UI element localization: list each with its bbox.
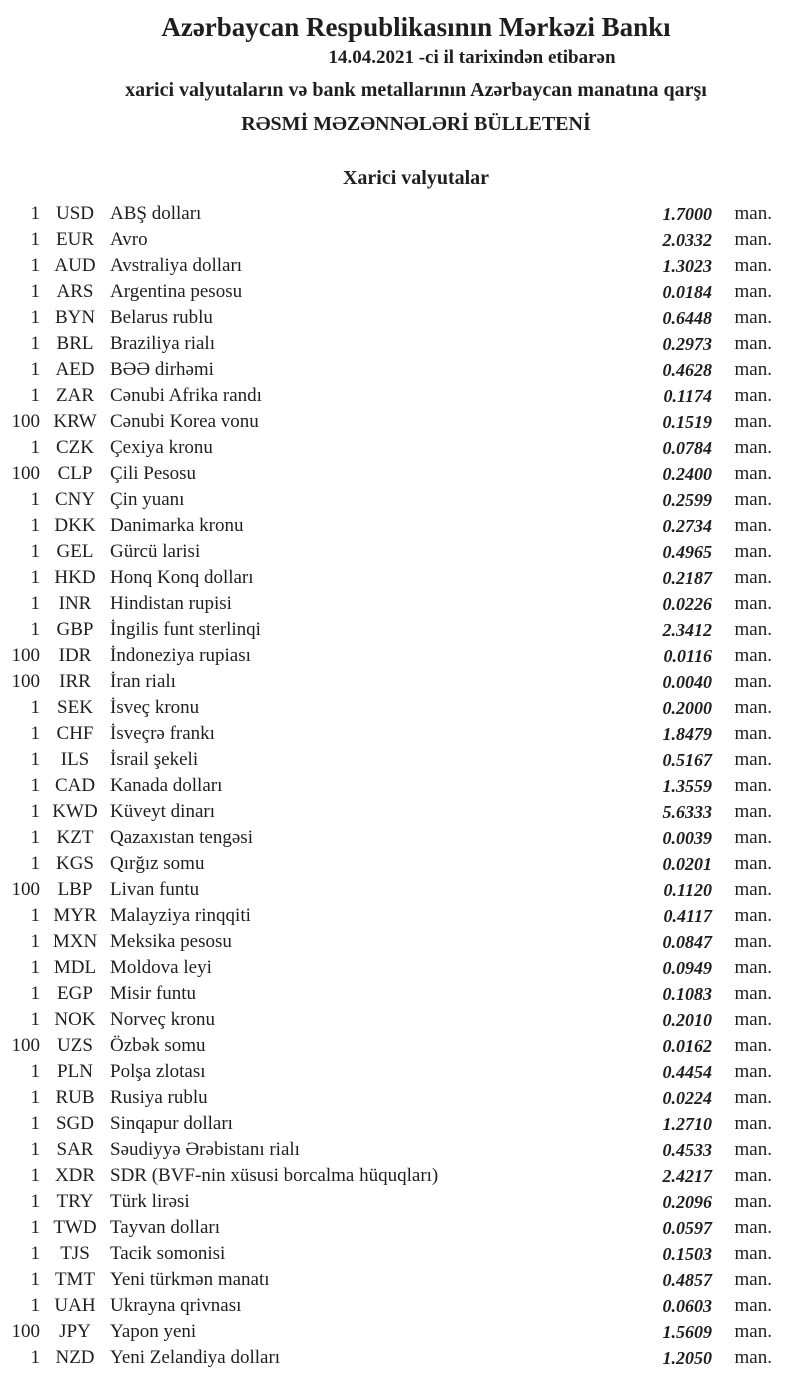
currency-code: ZAR bbox=[56, 385, 94, 406]
rate-value: 0.0201 bbox=[662, 854, 712, 874]
rate-unit-label: man. bbox=[734, 437, 772, 458]
currency-name: Çili Pesosu bbox=[110, 463, 197, 484]
rate-quantity: 100 bbox=[11, 1035, 40, 1056]
rate-quantity: 1 bbox=[30, 567, 40, 588]
rate-quantity: 1 bbox=[30, 1009, 40, 1030]
rate-value: 0.1519 bbox=[662, 412, 712, 432]
currency-name: Misir funtu bbox=[110, 983, 197, 1004]
rate-quantity: 1 bbox=[30, 619, 40, 640]
currency-name: Kanada dolları bbox=[110, 775, 223, 796]
rate-unit-label: man. bbox=[734, 359, 772, 380]
rate-unit-label: man. bbox=[734, 1009, 772, 1030]
currency-code: NOK bbox=[54, 1009, 96, 1030]
currency-name: Honq Konq dolları bbox=[110, 567, 254, 588]
rate-unit-label: man. bbox=[734, 307, 772, 328]
rate-quantity: 1 bbox=[30, 957, 40, 978]
rate-row bbox=[0, 279, 772, 305]
rate-quantity: 1 bbox=[30, 1347, 40, 1368]
rate-row bbox=[0, 539, 772, 565]
currency-name: Ukrayna qrivnası bbox=[110, 1295, 242, 1316]
rate-unit-label: man. bbox=[734, 515, 772, 536]
rate-row bbox=[0, 435, 772, 461]
rate-unit-label: man. bbox=[734, 1217, 772, 1238]
currency-code: GBP bbox=[56, 619, 94, 640]
rate-unit-label: man. bbox=[734, 1139, 772, 1160]
rate-row bbox=[0, 929, 772, 955]
rate-row bbox=[0, 1059, 772, 1085]
rate-unit-label: man. bbox=[734, 411, 772, 432]
rate-quantity: 1 bbox=[30, 1217, 40, 1238]
currency-name: Tacik somonisi bbox=[110, 1243, 226, 1264]
currency-code: GEL bbox=[56, 541, 94, 562]
rate-unit-label: man. bbox=[734, 203, 772, 224]
currency-code: MDL bbox=[53, 957, 97, 978]
rate-row bbox=[0, 1163, 772, 1189]
rate-row bbox=[0, 1137, 772, 1163]
rate-quantity: 1 bbox=[30, 1295, 40, 1316]
rate-unit-label: man. bbox=[734, 853, 772, 874]
rate-value: 0.4454 bbox=[662, 1062, 712, 1082]
rate-unit-label: man. bbox=[734, 385, 772, 406]
rate-quantity: 100 bbox=[11, 645, 40, 666]
rate-row bbox=[0, 799, 772, 825]
currency-code: NZD bbox=[55, 1347, 95, 1368]
rate-quantity: 100 bbox=[11, 463, 40, 484]
rate-quantity: 1 bbox=[30, 359, 40, 380]
section-title-foreign-currencies: Xarici valyutalar bbox=[342, 167, 490, 189]
rate-quantity: 1 bbox=[30, 853, 40, 874]
rate-row bbox=[0, 409, 772, 435]
rate-row bbox=[0, 981, 772, 1007]
rate-row bbox=[0, 487, 772, 513]
rate-value: 0.1083 bbox=[662, 984, 712, 1004]
rate-value: 0.1120 bbox=[663, 880, 712, 900]
rate-row bbox=[0, 825, 772, 851]
currency-code: CZK bbox=[56, 437, 94, 458]
rate-row bbox=[0, 643, 772, 669]
rate-unit-label: man. bbox=[734, 1165, 772, 1186]
rate-row bbox=[0, 1111, 772, 1137]
currency-code: XDR bbox=[54, 1165, 96, 1186]
rate-value: 0.0226 bbox=[662, 594, 712, 614]
currency-name: İsveçrə frankı bbox=[110, 723, 215, 744]
currency-code: BYN bbox=[54, 307, 96, 328]
currency-name: Çin yuanı bbox=[110, 489, 185, 510]
rate-value: 0.2187 bbox=[662, 568, 712, 588]
rate-row bbox=[0, 591, 772, 617]
rate-value: 2.0332 bbox=[662, 230, 712, 250]
rate-row bbox=[0, 305, 772, 331]
rate-quantity: 1 bbox=[30, 515, 40, 536]
currency-code: TMT bbox=[54, 1269, 96, 1290]
rate-unit-label: man. bbox=[734, 879, 772, 900]
currency-name: Norveç kronu bbox=[110, 1009, 215, 1030]
rate-unit-label: man. bbox=[734, 775, 772, 796]
rate-row bbox=[0, 1215, 772, 1241]
rate-quantity: 1 bbox=[30, 1061, 40, 1082]
currency-code: AED bbox=[55, 359, 95, 380]
rate-value: 1.5609 bbox=[662, 1322, 712, 1342]
rate-unit-label: man. bbox=[734, 723, 772, 744]
rate-value: 0.4857 bbox=[662, 1270, 712, 1290]
rate-unit-label: man. bbox=[734, 281, 772, 302]
currency-name: Belarus rublu bbox=[110, 307, 213, 328]
currency-name: Avstraliya dolları bbox=[110, 255, 243, 276]
currency-code: SEK bbox=[57, 697, 93, 718]
rate-quantity: 1 bbox=[30, 385, 40, 406]
currency-code: MYR bbox=[53, 905, 97, 926]
currency-code: TRY bbox=[56, 1191, 94, 1212]
rate-row bbox=[0, 903, 772, 929]
rate-unit-label: man. bbox=[734, 619, 772, 640]
currency-name: Danimarka kronu bbox=[110, 515, 244, 536]
currency-name: İsveç kronu bbox=[110, 697, 200, 718]
rate-quantity: 1 bbox=[30, 437, 40, 458]
currency-name: Yapon yeni bbox=[110, 1321, 197, 1342]
rate-unit-label: man. bbox=[734, 255, 772, 276]
rate-value: 2.3412 bbox=[662, 620, 712, 640]
rate-value: 0.4117 bbox=[663, 906, 712, 926]
rate-row bbox=[0, 331, 772, 357]
rate-quantity: 1 bbox=[30, 593, 40, 614]
rate-unit-label: man. bbox=[734, 749, 772, 770]
currency-code: DKK bbox=[54, 515, 96, 536]
rate-unit-label: man. bbox=[734, 489, 772, 510]
currency-name: Tayvan dolları bbox=[110, 1217, 220, 1238]
rate-row bbox=[0, 773, 772, 799]
currency-name: Livan funtu bbox=[110, 879, 200, 900]
currency-name: Səudiyyə Ərəbistanı rialı bbox=[110, 1139, 300, 1160]
rate-value: 2.4217 bbox=[662, 1166, 712, 1186]
currency-code: UZS bbox=[57, 1035, 93, 1056]
currency-name: Moldova leyi bbox=[110, 957, 212, 978]
rate-row bbox=[0, 1293, 772, 1319]
rate-row bbox=[0, 1345, 772, 1371]
rate-unit-label: man. bbox=[734, 645, 772, 666]
rate-unit-label: man. bbox=[734, 1113, 772, 1134]
rate-quantity: 1 bbox=[30, 1087, 40, 1108]
rate-quantity: 1 bbox=[30, 541, 40, 562]
rates-table bbox=[0, 201, 800, 1371]
rate-value: 0.6448 bbox=[662, 308, 712, 328]
rate-quantity: 1 bbox=[30, 203, 40, 224]
currency-name: Hindistan rupisi bbox=[110, 593, 232, 614]
rate-value: 0.0040 bbox=[662, 672, 712, 692]
rate-row bbox=[0, 227, 772, 253]
currency-code: INR bbox=[58, 593, 92, 614]
currency-code: JPY bbox=[59, 1321, 91, 1342]
rate-unit-label: man. bbox=[734, 983, 772, 1004]
currency-code: RUB bbox=[55, 1087, 95, 1108]
currency-name: İsrail şekeli bbox=[110, 749, 199, 770]
rate-unit-label: man. bbox=[734, 1269, 772, 1290]
rate-row bbox=[0, 1267, 772, 1293]
rate-row bbox=[0, 669, 772, 695]
rate-row bbox=[0, 357, 772, 383]
rate-quantity: 1 bbox=[30, 905, 40, 926]
rate-row bbox=[0, 1007, 772, 1033]
rate-quantity: 1 bbox=[30, 333, 40, 354]
currency-code: CHF bbox=[56, 723, 94, 744]
currency-code: CAD bbox=[54, 775, 96, 796]
rate-unit-label: man. bbox=[734, 1347, 772, 1368]
currency-code: BRL bbox=[56, 333, 94, 354]
rate-unit-label: man. bbox=[734, 567, 772, 588]
rate-value: 0.2000 bbox=[662, 698, 712, 718]
rate-quantity: 1 bbox=[30, 489, 40, 510]
currency-code: KGS bbox=[55, 853, 94, 874]
document-header bbox=[0, 0, 800, 139]
currency-name: İngilis funt sterlinqi bbox=[110, 619, 261, 640]
rate-value: 1.2050 bbox=[662, 1348, 712, 1368]
rate-value: 0.1503 bbox=[662, 1244, 712, 1264]
rate-value: 0.2400 bbox=[662, 464, 712, 484]
rate-value: 0.4965 bbox=[662, 542, 712, 562]
rate-row bbox=[0, 461, 772, 487]
currency-code: AUD bbox=[54, 255, 96, 276]
rate-row bbox=[0, 1033, 772, 1059]
rate-quantity: 1 bbox=[30, 749, 40, 770]
currency-code: SGD bbox=[55, 1113, 94, 1134]
rate-quantity: 1 bbox=[30, 931, 40, 952]
rate-unit-label: man. bbox=[734, 671, 772, 692]
rate-unit-label: man. bbox=[734, 931, 772, 952]
rate-value: 0.0116 bbox=[663, 646, 712, 666]
currency-name: Qırğız somu bbox=[110, 853, 205, 874]
rate-quantity: 1 bbox=[30, 697, 40, 718]
rate-value: 0.2734 bbox=[662, 516, 712, 536]
rate-unit-label: man. bbox=[734, 463, 772, 484]
rate-unit-label: man. bbox=[734, 697, 772, 718]
currency-name: Küveyt dinarı bbox=[110, 801, 216, 822]
currency-name: Sinqapur dolları bbox=[110, 1113, 233, 1134]
rate-quantity: 1 bbox=[30, 827, 40, 848]
rate-quantity: 1 bbox=[30, 281, 40, 302]
rate-unit-label: man. bbox=[734, 1035, 772, 1056]
effective-date-line: 14.04.2021 -ci il tarixindən etibarən bbox=[328, 47, 616, 68]
currency-name: Qazaxıstan tengəsi bbox=[110, 827, 253, 848]
currency-code: ILS bbox=[60, 749, 90, 770]
currency-name: Malayziya rinqqiti bbox=[110, 905, 251, 926]
rate-value: 0.0162 bbox=[662, 1036, 712, 1056]
currency-code: EUR bbox=[56, 229, 94, 250]
currency-code: USD bbox=[55, 203, 94, 224]
currency-code: KZT bbox=[56, 827, 94, 848]
rate-row bbox=[0, 617, 772, 643]
rate-row bbox=[0, 877, 772, 903]
currency-code: KRW bbox=[53, 411, 97, 432]
currency-name: Avro bbox=[110, 229, 148, 250]
rate-row bbox=[0, 565, 772, 591]
currency-name: Yeni Zelandiya dolları bbox=[110, 1347, 281, 1368]
rate-row bbox=[0, 253, 772, 279]
rate-value: 0.0184 bbox=[662, 282, 712, 302]
rate-row bbox=[0, 721, 772, 747]
currency-name: Çexiya kronu bbox=[110, 437, 213, 458]
rate-quantity: 1 bbox=[30, 775, 40, 796]
rate-value: 1.3023 bbox=[662, 256, 712, 276]
currency-name: SDR (BVF-nin xüsusi borcalma hüquqları) bbox=[110, 1165, 439, 1186]
currency-code: IRR bbox=[59, 671, 91, 692]
rate-quantity: 100 bbox=[11, 411, 40, 432]
currency-name: Yeni türkmən manatı bbox=[110, 1269, 270, 1290]
rate-value: 0.2973 bbox=[662, 334, 712, 354]
rate-unit-label: man. bbox=[734, 905, 772, 926]
rate-value: 0.0847 bbox=[662, 932, 712, 952]
rate-quantity: 1 bbox=[30, 1113, 40, 1134]
rate-row bbox=[0, 1085, 772, 1111]
rate-value: 1.8479 bbox=[662, 724, 712, 744]
rate-quantity: 1 bbox=[30, 1165, 40, 1186]
rate-unit-label: man. bbox=[734, 801, 772, 822]
currency-code: HKD bbox=[54, 567, 96, 588]
rate-row bbox=[0, 513, 772, 539]
currency-code: CLP bbox=[57, 463, 93, 484]
rate-value: 1.2710 bbox=[662, 1114, 712, 1134]
rate-quantity: 1 bbox=[30, 307, 40, 328]
rate-quantity: 1 bbox=[30, 1139, 40, 1160]
rate-value: 0.1174 bbox=[663, 386, 712, 406]
currency-code: SAR bbox=[56, 1139, 94, 1160]
rate-row bbox=[0, 955, 772, 981]
currency-code: CNY bbox=[54, 489, 96, 510]
currency-code: LBP bbox=[57, 879, 93, 900]
currency-name: Argentina pesosu bbox=[110, 281, 243, 302]
rate-value: 0.4533 bbox=[662, 1140, 712, 1160]
rate-quantity: 100 bbox=[11, 671, 40, 692]
rate-quantity: 1 bbox=[30, 1269, 40, 1290]
rate-value: 0.2010 bbox=[662, 1010, 712, 1030]
currency-name: ABŞ dolları bbox=[110, 203, 202, 224]
currency-code: ARS bbox=[56, 281, 94, 302]
rate-unit-label: man. bbox=[734, 541, 772, 562]
currency-code: IDR bbox=[58, 645, 92, 666]
rate-unit-label: man. bbox=[734, 1295, 772, 1316]
rate-value: 1.3559 bbox=[662, 776, 712, 796]
currency-code: TWD bbox=[53, 1217, 97, 1238]
rate-unit-label: man. bbox=[734, 593, 772, 614]
currency-name: Türk lirəsi bbox=[110, 1191, 190, 1212]
rate-value: 0.0597 bbox=[662, 1218, 712, 1238]
bulletin-subtitle: xarici valyutaların və bank metallarının Azərbaycan manatına qarşı bbox=[125, 79, 707, 101]
rate-row bbox=[0, 851, 772, 877]
rate-value: 0.0949 bbox=[662, 958, 712, 978]
rate-quantity: 100 bbox=[11, 879, 40, 900]
bank-name-title: Azərbaycan Respublikasının Mərkəzi Bankı bbox=[161, 12, 671, 42]
rate-unit-label: man. bbox=[734, 1321, 772, 1342]
rate-value: 0.2599 bbox=[662, 490, 712, 510]
rate-quantity: 1 bbox=[30, 1243, 40, 1264]
currency-code: MXN bbox=[52, 931, 98, 952]
rate-value: 5.6333 bbox=[662, 802, 712, 822]
currency-name: Gürcü larisi bbox=[110, 541, 201, 562]
rate-unit-label: man. bbox=[734, 1191, 772, 1212]
currency-name: Polşa zlotası bbox=[110, 1061, 206, 1082]
rate-value: 0.2096 bbox=[662, 1192, 712, 1212]
rate-unit-label: man. bbox=[734, 1087, 772, 1108]
rate-unit-label: man. bbox=[734, 827, 772, 848]
rate-value: 0.0039 bbox=[662, 828, 712, 848]
rate-unit-label: man. bbox=[734, 333, 772, 354]
rate-quantity: 1 bbox=[30, 255, 40, 276]
currency-name: Meksika pesosu bbox=[110, 931, 232, 952]
currency-name: Cənubi Korea vonu bbox=[110, 411, 259, 432]
rate-row bbox=[0, 747, 772, 773]
rate-quantity: 1 bbox=[30, 801, 40, 822]
currency-name: Braziliya rialı bbox=[110, 333, 215, 354]
rate-quantity: 100 bbox=[11, 1321, 40, 1342]
currency-code: PLN bbox=[57, 1061, 93, 1082]
rate-value: 0.0784 bbox=[662, 438, 712, 458]
rate-unit-label: man. bbox=[734, 1061, 772, 1082]
rate-quantity: 1 bbox=[30, 983, 40, 1004]
rate-row bbox=[0, 383, 772, 409]
rate-row bbox=[0, 695, 772, 721]
rate-quantity: 1 bbox=[30, 1191, 40, 1212]
currency-name: Rusiya rublu bbox=[110, 1087, 208, 1108]
rate-unit-label: man. bbox=[734, 229, 772, 250]
rate-value: 0.4628 bbox=[662, 360, 712, 380]
rate-row bbox=[0, 201, 772, 227]
rate-unit-label: man. bbox=[734, 957, 772, 978]
rate-row bbox=[0, 1319, 772, 1345]
currency-name: BƏƏ dirhəmi bbox=[110, 359, 214, 380]
rate-quantity: 1 bbox=[30, 723, 40, 744]
rate-value: 0.0603 bbox=[662, 1296, 712, 1316]
bulletin-title: RƏSMİ MƏZƏNNƏLƏRİ BÜLLETENİ bbox=[241, 113, 591, 135]
currency-name: İran rialı bbox=[110, 671, 176, 692]
currency-name: Özbək somu bbox=[110, 1035, 206, 1056]
rate-quantity: 1 bbox=[30, 229, 40, 250]
rate-value: 0.5167 bbox=[662, 750, 712, 770]
rate-unit-label: man. bbox=[734, 1243, 772, 1264]
rate-value: 0.0224 bbox=[662, 1088, 712, 1108]
currency-code: EGP bbox=[57, 983, 93, 1004]
currency-name: İndoneziya rupiası bbox=[110, 645, 251, 666]
currency-code: UAH bbox=[54, 1295, 96, 1316]
rate-row bbox=[0, 1241, 772, 1267]
currency-name: Cənubi Afrika randı bbox=[110, 385, 262, 406]
rate-value: 1.7000 bbox=[662, 204, 712, 224]
rate-row bbox=[0, 1189, 772, 1215]
currency-code: TJS bbox=[60, 1243, 90, 1264]
currency-code: KWD bbox=[52, 801, 98, 822]
